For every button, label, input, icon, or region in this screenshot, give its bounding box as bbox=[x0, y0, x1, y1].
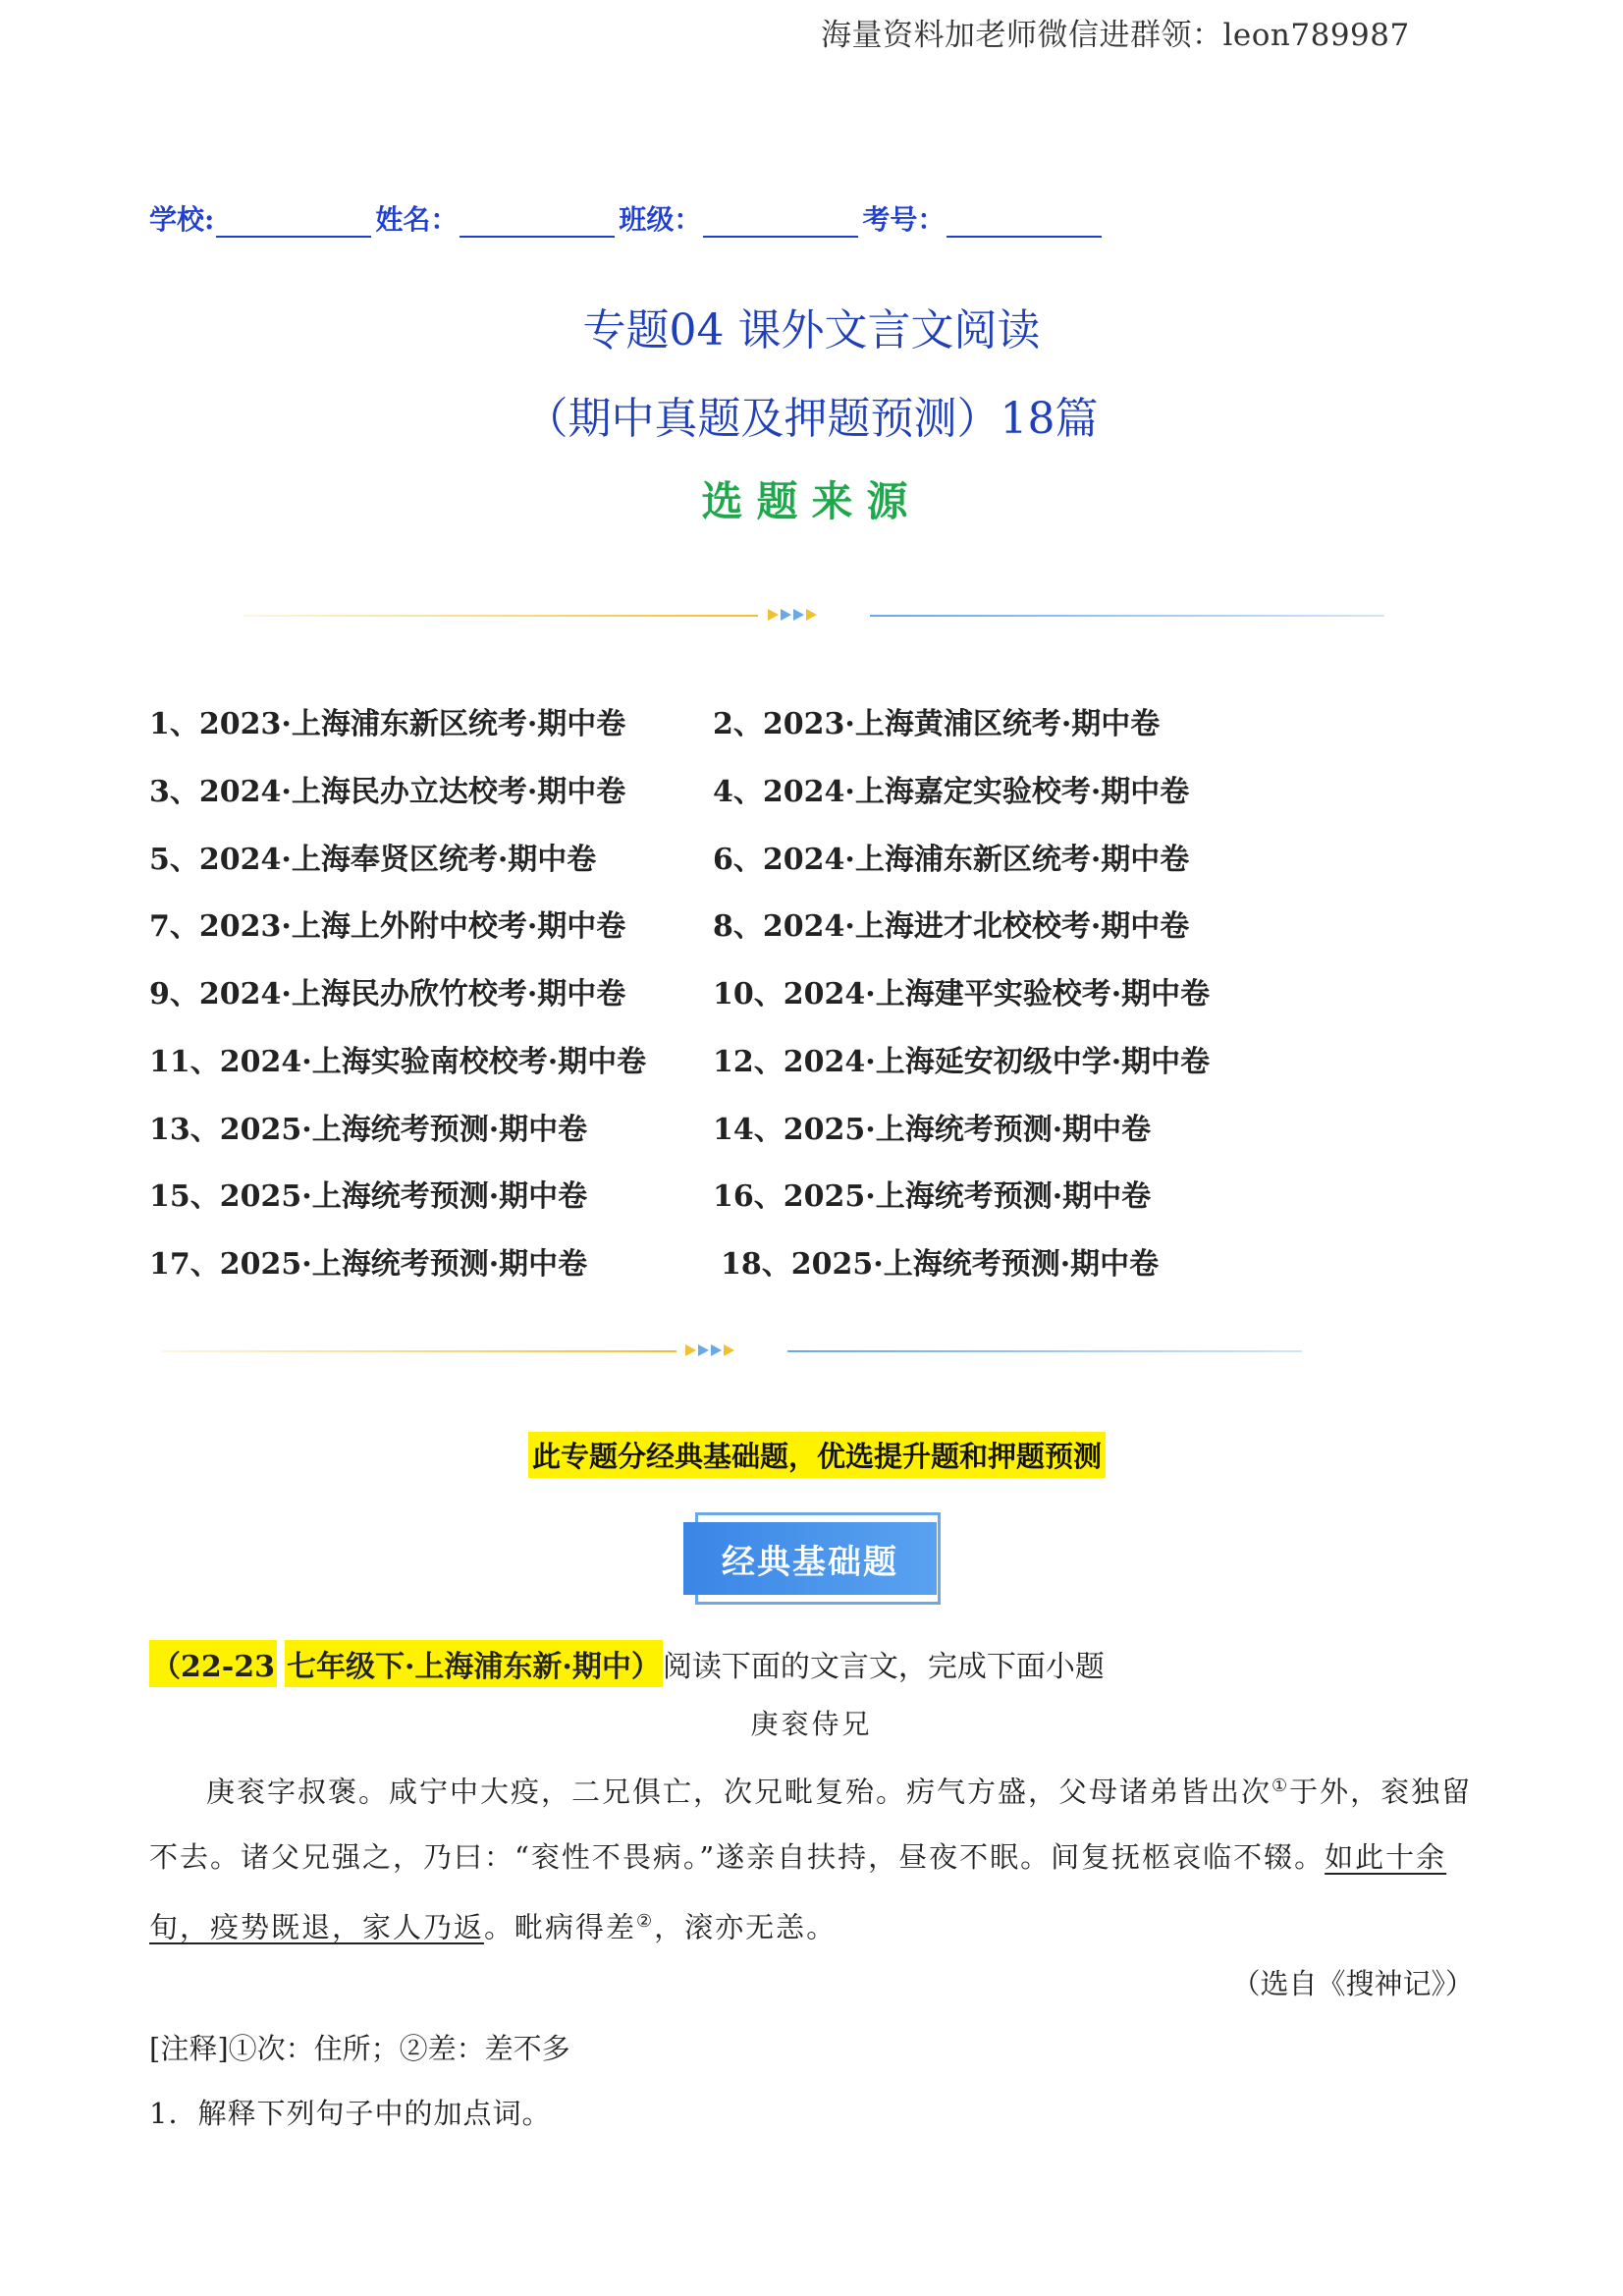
passage-source: （选自《搜神记》） bbox=[1231, 1967, 1474, 2000]
highlight-banner: 此专题分经典基础题，优选提升题和押题预测 bbox=[528, 1432, 1106, 1478]
watermark: 海量资料加老师微信进群领：leon789987 bbox=[821, 18, 1410, 53]
source-item: 5、2024·上海奉贤区统考·期中卷 bbox=[149, 843, 597, 877]
divider-right bbox=[870, 615, 1384, 617]
annotation-notes: [注释]①次：住所；②差：差不多 bbox=[149, 2032, 570, 2065]
source-item: 16、2025·上海统考预测·期中卷 bbox=[713, 1179, 1152, 1214]
source-item: 7、2023·上海上外附中校考·期中卷 bbox=[149, 909, 626, 944]
underlined-sentence: 如此十余旬，疫势既退，家人乃返 bbox=[149, 1839, 1447, 1944]
passage-title: 庚衮侍兄 bbox=[750, 1708, 873, 1740]
source-item: 9、2024·上海民办欣竹校考·期中卷 bbox=[149, 977, 626, 1011]
source-item: 10、2024·上海建平实验校考·期中卷 bbox=[713, 977, 1211, 1011]
source-item: 15、2025·上海统考预测·期中卷 bbox=[149, 1179, 588, 1214]
source-item: 8、2024·上海进才北校校考·期中卷 bbox=[713, 909, 1190, 944]
section-badge-label: 经典基础题 bbox=[683, 1522, 937, 1595]
divider-arrows-icon bbox=[768, 609, 817, 621]
page-subtitle: （期中真题及押题预测）18篇 bbox=[524, 394, 1099, 444]
source-item: 1、2023·上海浦东新区统考·期中卷 bbox=[149, 707, 626, 741]
passage-segment: ，滚亦无恙。 bbox=[654, 1910, 838, 1944]
source-item: 2、2023·上海黄浦区统考·期中卷 bbox=[713, 707, 1161, 741]
source-item: 14、2025·上海统考预测·期中卷 bbox=[713, 1113, 1152, 1147]
section-heading: 选题来源 bbox=[701, 477, 922, 525]
footnote-mark: ① bbox=[1271, 1776, 1290, 1796]
divider-right bbox=[787, 1350, 1302, 1352]
class-blank bbox=[703, 208, 858, 238]
source-item: 13、2025·上海统考预测·期中卷 bbox=[149, 1113, 588, 1147]
source-item: 3、2024·上海民办立达校考·期中卷 bbox=[149, 775, 626, 809]
question-1: 1．解释下列句子中的加点词。 bbox=[149, 2097, 552, 2130]
source-item: 11、2024·上海实验南校校考·期中卷 bbox=[149, 1045, 647, 1079]
divider-arrows-icon bbox=[685, 1344, 734, 1356]
exam-number-blank bbox=[947, 208, 1102, 238]
exam-number-label: 考号： bbox=[862, 203, 946, 236]
question-intro bbox=[149, 1640, 1105, 1687]
source-item: 6、2024·上海浦东新区统考·期中卷 bbox=[713, 843, 1190, 877]
name-blank bbox=[460, 208, 615, 238]
question-instruction: 阅读下面的文言文，完成下面小题 bbox=[662, 1650, 1105, 1684]
footnote-mark: ② bbox=[636, 1910, 655, 1932]
passage-segment: 庚衮字叔褒。咸宁中大疫，二兄俱亡，次兄毗复殆。疠气方盛，父母诸弟皆出次 bbox=[206, 1775, 1272, 1809]
divider-left bbox=[243, 615, 758, 617]
source-item: 4、2024·上海嘉定实验校考·期中卷 bbox=[713, 775, 1190, 809]
question-year: （22-23 bbox=[149, 1640, 277, 1687]
school-blank bbox=[216, 208, 371, 238]
section-badge bbox=[683, 1512, 941, 1605]
question-source: 七年级下·上海浦东新·期中） bbox=[285, 1640, 663, 1687]
passage-segment: 。毗病得差 bbox=[484, 1910, 637, 1944]
name-label: 姓名： bbox=[375, 203, 459, 236]
passage-segment: 于外，衮独留不去。诸父兄强之，乃曰：“衮性不畏病。”遂亲自扶持，昼夜不眠。间复抚柩哀临不辍。 bbox=[149, 1775, 1473, 1874]
source-item: 17、2025·上海统考预测·期中卷 bbox=[149, 1247, 588, 1282]
class-label: 班级： bbox=[619, 203, 702, 236]
student-info-line bbox=[149, 198, 1106, 238]
school-label: 学校: bbox=[149, 203, 215, 236]
divider-left bbox=[162, 1350, 676, 1352]
source-item: 18、2025·上海统考预测·期中卷 bbox=[721, 1247, 1160, 1282]
page-title: 专题04 课外文言文阅读 bbox=[582, 305, 1041, 355]
passage-text bbox=[149, 1754, 1485, 1959]
source-item: 12、2024·上海延安初级中学·期中卷 bbox=[713, 1045, 1211, 1079]
